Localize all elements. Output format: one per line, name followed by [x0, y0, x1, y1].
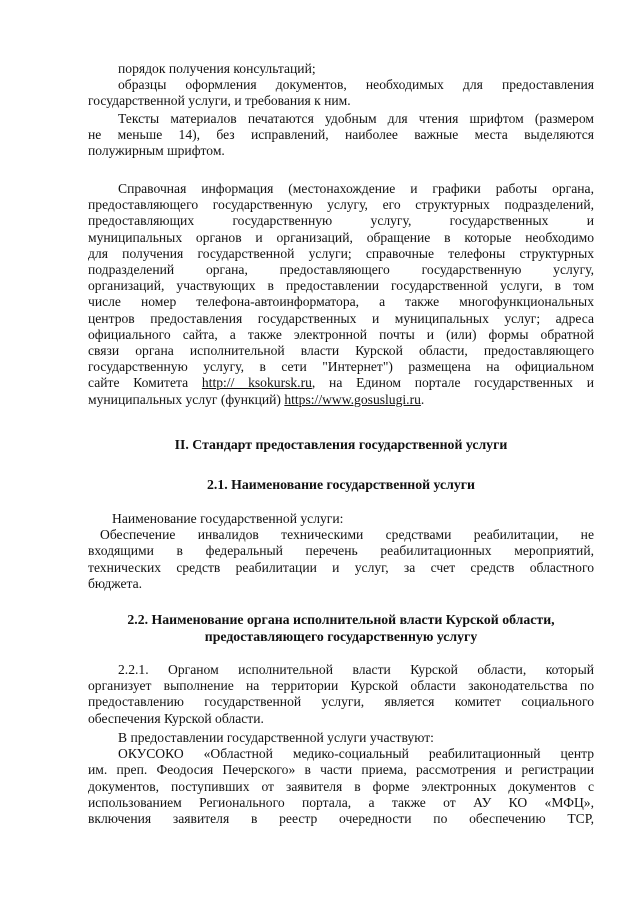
reference-info-paragraph [88, 181, 594, 408]
text-line: им. преп. Феодосия Печерского» в части приема, рассмотрения и регистрации [88, 762, 594, 778]
text-line: входящими в федеральный перечень реабилитационных мероприятий, [88, 543, 594, 559]
section-2-heading: II. Стандарт предоставления государственной услуги [174, 437, 508, 452]
heading-line: предоставляющего государственную услугу [204, 628, 478, 644]
text-line [88, 375, 594, 391]
text-line: полужирным шрифтом. [88, 143, 225, 159]
text-line: предоставляющих государственную услугу, государственных и [88, 213, 594, 229]
text-line: государственной услуги, и требования к ним. [88, 93, 351, 109]
text-line: для получения государственной услуги; справочные телефоны структурных [88, 245, 594, 261]
text-line: использованием Регионального портала, а также от АУ КО «МФЦ», [88, 794, 594, 810]
text-line: Наименование государственной услуги: [112, 511, 344, 526]
text-line: порядок получения консультаций; [118, 61, 316, 76]
text-line: связи органа исполнительной власти Курской области, предоставляющего [88, 343, 594, 359]
consultation-list-block [88, 61, 594, 110]
text-fragment: . [420, 391, 425, 407]
text-line: государственную услугу, в сети "Интернет") размещена на официальном [88, 359, 594, 375]
text-fragment: , на Едином портале государственных и [311, 375, 594, 391]
committee-site-link[interactable]: http:// ksokursk.ru [201, 375, 312, 391]
text-line: включения заявителя в реестр очередности по обеспечению ТСР, [88, 811, 594, 827]
heading-line: 2.2. Наименование органа исполнительной власти Курской области, [127, 612, 555, 627]
text-line: 2.2.1. Органом исполнительной власти Курской области, который [118, 662, 594, 677]
text-line: образцы оформления документов, необходимых для предоставления [118, 77, 594, 93]
subsection-2-2-heading [88, 612, 594, 645]
text-line: Справочная информация (местонахождение и графики работы органа, [118, 181, 594, 196]
text-line: центров предоставления государственных и муниципальных услуг; адреса [88, 310, 594, 326]
text-line: технических средств реабилитации и услуг, за счет средств областного [88, 559, 594, 575]
text-line: подразделений органа, предоставляющего государственную услугу, [88, 262, 594, 278]
text-line: В предоставлении государственной услуги участвуют: [118, 730, 434, 745]
text-line: предоставлению государственной услуги, является комитет социального [88, 694, 594, 710]
text-line: ОКУСОКО «Областной медико-социальный реабилитационный центр [118, 746, 594, 762]
text-line [88, 392, 594, 408]
text-line: не меньше 14), без исправлений, наиболее важные места выделяются [88, 127, 594, 143]
font-requirements-paragraph [88, 111, 594, 160]
authority-paragraph [88, 662, 594, 727]
text-line: официального сайта, а также электронной почты и (или) формы обратной [88, 326, 594, 342]
text-line: обеспечения Курской области. [88, 710, 264, 726]
text-line: документов, поступивших от заявителя в форме электронных документов с [88, 778, 594, 794]
text-line: муниципальных органов и организаций, обращение в которые необходимо [88, 229, 594, 245]
subsection-2-1-heading: 2.1. Наименование государственной услуги [206, 477, 476, 492]
text-line: Тексты материалов печатаются удобным для чтения шрифтом (размером [118, 111, 594, 126]
text-line: бюджета. [88, 575, 143, 591]
gosuslugi-link[interactable]: https://www.gosuslugi.ru [284, 391, 421, 407]
text-line: Обеспечение инвалидов техническими средствами реабилитации, не [100, 527, 594, 543]
text-fragment: муниципальных услуг (функций) [88, 391, 285, 407]
text-line: организаций, участвующих в предоставлении государственной услуги, в том [88, 278, 594, 294]
text-fragment: сайте Комитета [88, 375, 202, 391]
text-line: числе номер телефона-автоинформатора, а также многофункциональных [88, 294, 594, 310]
text-line: предоставляющего государственную услугу, его структурных подразделений, [88, 197, 594, 213]
text-line: организует выполнение на территории Курской области законодательства по [88, 678, 594, 694]
service-name-paragraph [88, 511, 594, 592]
participants-paragraph [88, 730, 594, 827]
